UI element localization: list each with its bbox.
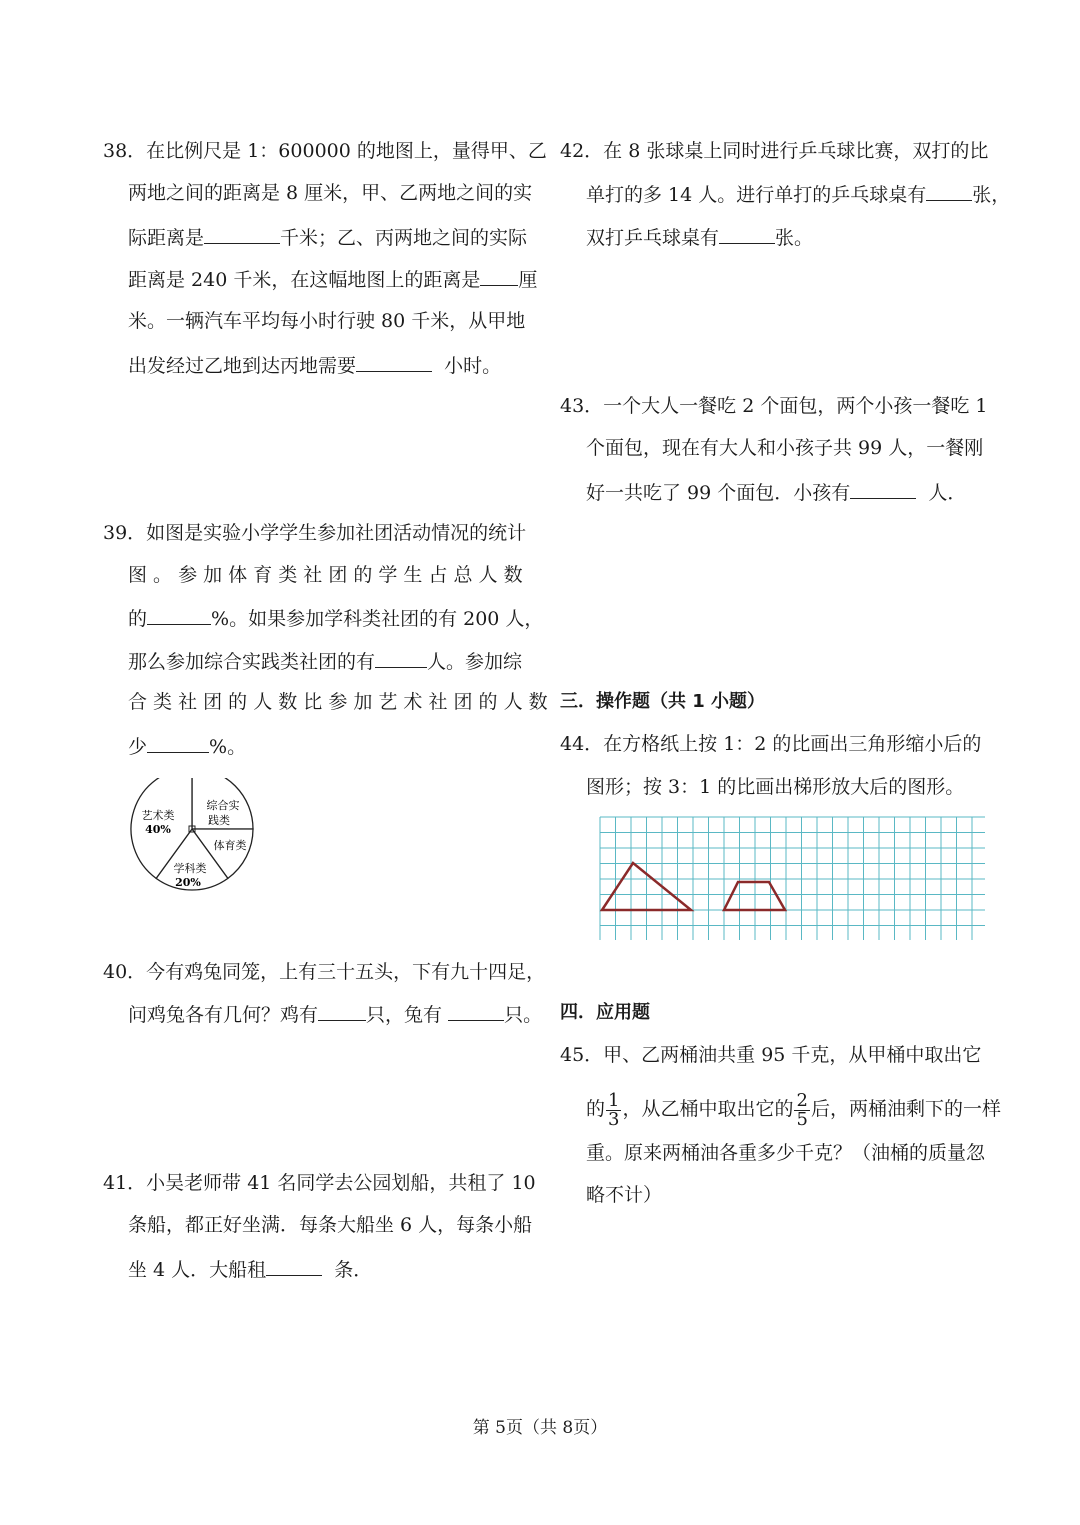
section-4-heading: 四．应用题 <box>560 1002 650 1023</box>
q38-blank-3[interactable] <box>356 352 432 372</box>
q42-line2: 单打的多 14 人。进行单打的乒乓球桌有 张， <box>586 181 1010 207</box>
q39-line6: 少 %。 <box>128 733 246 759</box>
fraction-two-fifths: $\frac{2}{5}$ <box>796 1089 808 1130</box>
q42-line3: 双打乒乓球桌有 张。 <box>586 224 813 250</box>
q40-line1: 40．今有鸡兔同笼，上有三十五头，下有九十四足， <box>103 961 546 983</box>
q40-blank-1[interactable] <box>318 1001 366 1021</box>
q45-line1: 45．甲、乙两桶油共重 95 千克，从甲桶中取出它 <box>560 1044 982 1066</box>
pie-chart <box>126 778 258 902</box>
q38-line2: 两地之间的距离是 8 厘米，甲、乙两地之间的实 <box>128 182 533 204</box>
q39-line1: 39．如图是实验小学学生参加社团活动情况的统计 <box>103 522 527 544</box>
q45-line2: 的 $\frac{1}{3}$ ，从乙桶中取出它的 $\frac{2}{5}$ 后，两桶油剩下的一样 <box>586 1089 1001 1130</box>
q39-line5: 合 类 社 团 的 人 数 比 参 加 艺 术 社 团 的 人 数 <box>128 691 548 713</box>
pie-label-art: 艺术类 <box>141 809 175 822</box>
q41-line1: 41．小吴老师带 41 名同学去公园划船，共租了 10 <box>103 1172 536 1194</box>
q43-line1: 43．一个大人一餐吃 2 个面包，两个小孩一餐吃 1 <box>560 395 988 417</box>
q38-line1: 38．在比例尺是 1：600000 的地图上，量得甲、乙 <box>103 140 547 162</box>
q39-blank-2[interactable] <box>375 648 427 668</box>
q39-blank-1[interactable] <box>147 605 211 625</box>
q43-line2: 个面包，现在有大人和小孩子共 99 人，一餐刚 <box>586 437 984 459</box>
page-footer: 第 5页（共 8页） <box>472 1418 608 1438</box>
pie-label-practice-1: 综合实 <box>206 799 240 812</box>
q44-line1: 44．在方格纸上按 1：2 的比画出三角形缩小后的 <box>560 733 982 755</box>
q38-line3: 际距离是 千米；乙、丙两地之间的实际 <box>128 224 527 250</box>
q41-line3: 坐 4 人．大船租 条． <box>128 1256 372 1282</box>
q38-line6: 出发经过乙地到达丙地需要 小时。 <box>128 352 501 378</box>
q43-line3: 好一共吃了 99 个面包．小孩有 人． <box>586 479 966 505</box>
q39-blank-3[interactable] <box>147 733 209 753</box>
q38-line5: 米。一辆汽车平均每小时行驶 80 千米，从甲地 <box>128 310 526 332</box>
q42-line1: 42．在 8 张球桌上同时进行乒乓球比赛，双打的比 <box>560 140 989 162</box>
q41-blank-1[interactable] <box>266 1256 322 1276</box>
q39-line2: 图 。 参 加 体 育 类 社 团 的 学 生 占 总 人 数 <box>128 564 523 586</box>
q40-blank-2[interactable] <box>448 1001 504 1021</box>
q38-blank-2[interactable] <box>480 266 518 286</box>
q38-line4: 距离是 240 千米，在这幅地图上的距离是 厘 <box>128 266 537 292</box>
q41-line2: 条船，都正好坐满．每条大船坐 6 人，每条小船 <box>128 1214 533 1236</box>
pie-label-sport: 体育类 <box>213 839 247 852</box>
grid-paper <box>599 816 987 942</box>
q43-blank-1[interactable] <box>850 479 916 499</box>
pie-label-subject-pct: 20% <box>175 876 201 889</box>
q42-blank-2[interactable] <box>719 224 775 244</box>
q38-blank-1[interactable] <box>204 224 280 244</box>
pie-label-subject: 学科类 <box>173 862 207 875</box>
q39-line4: 那么参加综合实践类社团的有 人。参加综 <box>128 648 522 674</box>
q39-line3: 的 %。如果参加学科类社团的有 200 人， <box>128 605 543 631</box>
q45-line3: 重。原来两桶油各重多少千克？（油桶的质量忽 <box>586 1142 986 1164</box>
q42-blank-1[interactable] <box>926 181 972 201</box>
q44-line2: 图形；按 3：1 的比画出梯形放大后的图形。 <box>586 776 965 798</box>
pie-label-practice-2: 践类 <box>208 814 230 827</box>
fraction-one-third: $\frac{1}{3}$ <box>608 1089 620 1130</box>
pie-label-art-pct: 40% <box>145 823 171 836</box>
q45-line4: 略不计） <box>586 1184 663 1206</box>
section-3-heading: 三．操作题（共 1 小题） <box>560 691 766 712</box>
q40-line2: 问鸡兔各有几何？鸡有 只，兔有 只。 <box>128 1001 542 1027</box>
